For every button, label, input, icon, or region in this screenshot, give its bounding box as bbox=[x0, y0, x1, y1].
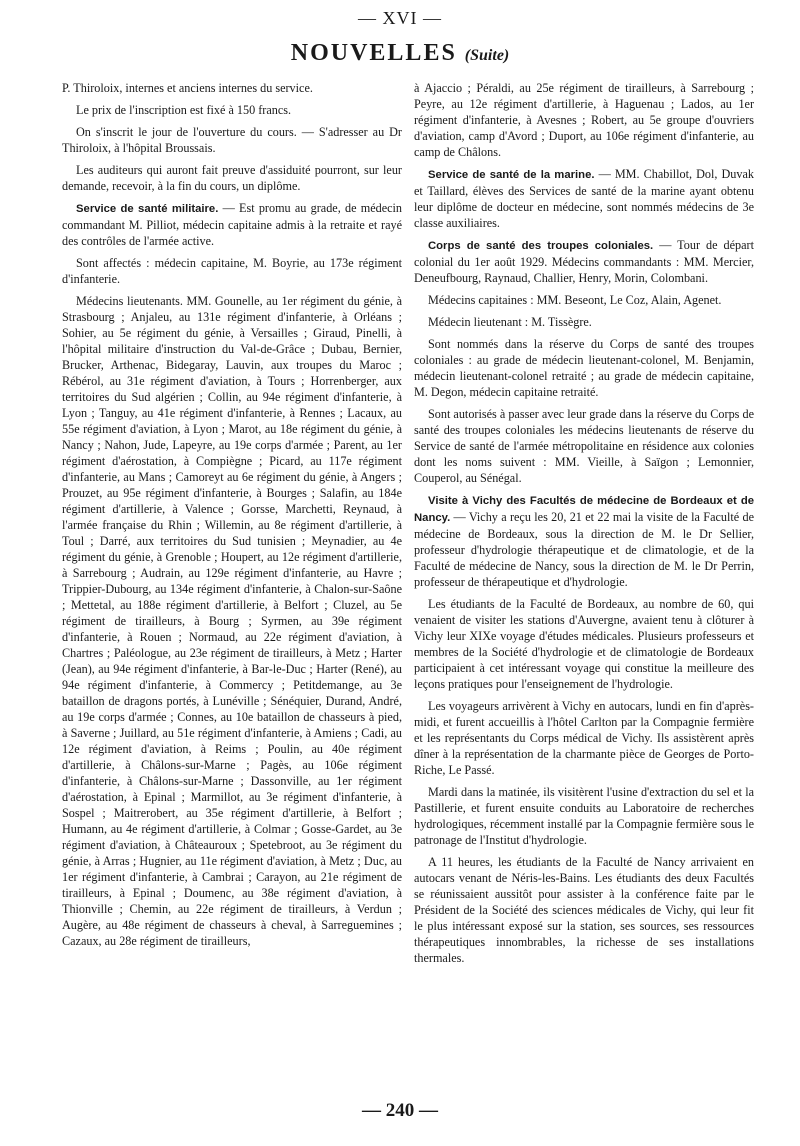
page-number: — 240 — bbox=[362, 1100, 438, 1121]
rubric-title: Corps de santé des troupes coloniales. bbox=[428, 240, 654, 252]
paragraph: On s'inscrit le jour de l'ouverture du cours. — S'adresser au Dr Thiroloix, à l'hôpital Broussais. bbox=[62, 125, 402, 155]
paragraph: Sont autorisés à passer avec leur grade dans la réserve du Corps de santé des troupes coloniales les médecins lieutenants de réserve du Service de santé de l'armée métropolitaine en résidence aux colonies dont les noms suivent : MM. Vieille, à Saïgon ; Lemonnier, Couperol, au Sénégal. bbox=[414, 407, 754, 485]
right-column bbox=[414, 80, 754, 972]
paragraph: Médecins capitaines : MM. Beseont, Le Coz, Alain, Agenet. bbox=[428, 293, 722, 307]
rubric-title: Visite à Vichy des Facultés de médecine de Bordeaux et de Nancy. bbox=[414, 495, 754, 524]
rubric-title: Service de santé de la marine. bbox=[428, 169, 595, 181]
paragraph: Les auditeurs qui auront fait preuve d'assiduité pourront, sur leur demande, recevoir, à la fin du cours, un diplôme. bbox=[62, 163, 402, 193]
paragraph: Sont affectés : médecin capitaine, M. Boyrie, au 173e régiment d'infanterie. bbox=[62, 256, 402, 286]
paragraph: Le prix de l'inscription est fixé à 150 francs. bbox=[76, 103, 292, 117]
left-column bbox=[62, 80, 402, 955]
paragraph: Médecins lieutenants. MM. Gounelle, au 1er régiment du génie, à Strasbourg ; Anjaleu, au 131e régiment d'infanterie, à Orléans ; Sohier, au 5e régiment du génie, à Versailles ; Giraud, Pinelli, à l'hôpital militaire d'instruction du Val-de-Grâce ; Dubau, Bernier, Brucker, Arthenac, Bidegaray, Lauvin, aux troupes du Maroc ; Rébérol, au 31e régiment d'aviation, à Tours ; Horrenberger, aux territoires du Sud algérien ; Collin, au 94e régiment d'infanterie, à Lyon ; Tanguy, au 41e régiment d'infanterie, à Rennes ; Lacaux, au 55e régiment d'aviation, à Lyon ; Marot, au 18e régiment du génie, à Nancy ; Nahon, Jude, Lapeyre, au 19e corps d'armée ; Parent, au 1er régiment d'aérostation, à Compiègne ; Picard, au 117e régiment d'infanterie, au Mans ; Camoreyt au 6e régiment du génie, à Angers ; Prouzet, au 95e régiment d'infanterie, à Bourges ; Salafin, au 184e régiment d'artillerie, à Valence ; Gorsse, Marchetti, Reynaud, à l'armée française du Rhin ; Willemin, au 8e régiment d'artillerie, à Toul ; Darré, aux territoires du Sud tunisien ; Meynadier, au 4e régiment du génie, à Grenoble ; Houpert, au 12e régiment d'artillerie, à Sarrebourg ; Audrain, au 129e régiment d'infanterie, au Havre ; Trippier-Dubourg, au 134e régiment d'infanterie, à Chalon-sur-Saône ; Mettetal, au 188e régiment d'artillerie, à Belfort ; Cluzel, au 5e régiment de tirailleurs, à Bourg ; Syrmen, au 39e régiment d'infanterie, à Rouen ; Normaud, au 22e régiment d'aviation, à Chartres ; Paléologue, au 23e régiment de tirailleurs, à Metz ; Harter (Jean), au 94e régiment d'infanterie, à Bar-le-Duc ; Harter (René), au 94e régiment d'infanterie, à Commercy ; Petitdemange, au 3e bataillon de dragons portés, à Lunéville ; Sénéquier, Durand, André, au 19e corps d'armée ; Connes, au 10e bataillon de chasseurs à pied, à Saverne ; Juillard, au 51e régiment d'infanterie, à Amiens ; Cadi, au 12e régiment d'aviation, à Reims ; Poulin, au 40e régiment d'artillerie, à Châlons-sur-Marne ; Pagès, au 106e régiment d'infanterie, à Châlons-sur-Marne ; Dassonville, au 1er régiment d'aérostation, à Epinal ; Marmillot, au 3e régiment d'infanterie, à Sospel ; Maitrerobert, au 35e régiment d'artillerie, à Belfort ; Humann, au 4e régiment d'artillerie, à Colmar ; Gosse-Gardet, au 3e régiment d'aviation, à Châteauroux ; Spetebroot, au 3e régiment du génie, à Arras ; Hugnier, au 11e régiment d'aviation, à Metz ; Duc, au 1er régiment d'infanterie, à Cambrai ; Carayon, au 21e régiment de tirailleurs, à Epinal ; Doumenc, au 38e régiment d'aviation, à Thionville ; Chemin, au 22e régiment de tirailleurs, à Verdun ; Augère, au 48e régiment de chasseurs à cheval, à Sarreguemines ; Cazaux, au 28e régiment de tirailleurs, bbox=[62, 294, 402, 948]
heading-suffix: (Suite) bbox=[464, 47, 510, 64]
paragraph: Service de santé de la marine. — MM. Chabillot, Dol, Duvak et Taillard, élèves des Services de santé de la marine ayant obtenu leur diplôme de docteur en médecine, sont nommés médecins de 3e classe auxiliaires. bbox=[414, 167, 754, 230]
paragraph: Médecin lieutenant : M. Tissègre. bbox=[428, 315, 592, 329]
roman-page-number: — XVI — bbox=[358, 8, 442, 28]
section-heading bbox=[0, 40, 800, 67]
paragraph: Service de santé militaire. — Est promu au grade, de médecin commandant M. Pilliot, médecin capitaine admis à la retraite et rayé des contrôles de l'armée active. bbox=[62, 201, 403, 248]
paragraph: à Ajaccio ; Péraldi, au 25e régiment de tirailleurs, à Sarrebourg ; Peyre, au 12e régiment d'artillerie, à Haguenau ; Lados, au 1er régiment d'infanterie, à Avesnes ; Robert, au 5e groupe d'ouvriers d'aviation, camp d'Avord ; Duport, au 106e régiment d'infanterie, au camp de Châlons. bbox=[414, 81, 754, 159]
paragraph: Sont nommés dans la réserve du Corps de santé des troupes coloniales : au grade de médecin lieutenant-colonel, M. Benjamin, médecin lieutenant-colonel retraité ; au grade de médecin capitaine, M. Degon, médecin capitaine retraité. bbox=[414, 337, 754, 399]
paragraph: Les voyageurs arrivèrent à Vichy en autocars, lundi en fin d'après-midi, et furent accueillis à l'hôtel Carlton par la Compagnie fermière et les représentants du Corps médical de Vichy. Ils assistèrent après dîner à la représentation de la charmante pièce de Georges de Porto-Riche, Le Passé. bbox=[414, 699, 754, 777]
rubric-title: Service de santé militaire. bbox=[76, 203, 219, 215]
paragraph: Visite à Vichy des Facultés de médecine de Bordeaux et de Nancy. — Vichy a reçu les 20, 21 et 22 mai la visite de la Faculté de médecine de Bordeaux, sous la direction de M. le Dr Sellier, professeur d'hydrologie thérapeutique et de climatologie, et de la Faculté de médecine de Nancy, sous la direction de M. le Dr Perrin, professeur de thérapeutique et d'hydrologie. bbox=[414, 495, 754, 589]
paragraph: Les étudiants de la Faculté de Bordeaux, au nombre de 60, qui venaient de visiter les stations d'Auvergne, avaient tenu à clôturer à Vichy leur XIXe voyage d'études médicales. Plusieurs professeurs et membres de la Société d'hydrologie et de climatologie de Bordeaux participaient à cet intéressant voyage qui constitue la meilleure des leçons pratiques pour l'enseignement de l'hydrologie. bbox=[414, 597, 754, 691]
paragraph: P. Thiroloix, internes et anciens internes du service. bbox=[62, 81, 313, 95]
paragraph: A 11 heures, les étudiants de la Faculté de Nancy arrivaient en autocars venant de Néris-les-Bains. Les étudiants des deux Facultés se réunissaient aussitôt pour assister à la conférence faite par le Président de la Société des sciences médicales de Vichy, qui leur fit le plus intéressant exposé sur la station, ses sources, ses ressources thérapeutiques innombrables, la richesse de ses installations thermales. bbox=[414, 855, 754, 965]
paragraph: Corps de santé des troupes coloniales. — Tour de départ colonial du 1er août 1929. Médecins commandants : MM. Mercier, Deneufbourg, Raynaud, Challier, Henry, Morin, Colombani. bbox=[414, 238, 755, 285]
paragraph: Mardi dans la matinée, ils visitèrent l'usine d'extraction du sel et la Pastillerie, et furent ensuite conduits au Laboratoire de recherches hydrologiques, récemment installé par la Compagnie fermière sous le patronage de l'Institut d'hydrologie. bbox=[414, 785, 754, 847]
heading-title: NOUVELLES bbox=[290, 40, 457, 66]
